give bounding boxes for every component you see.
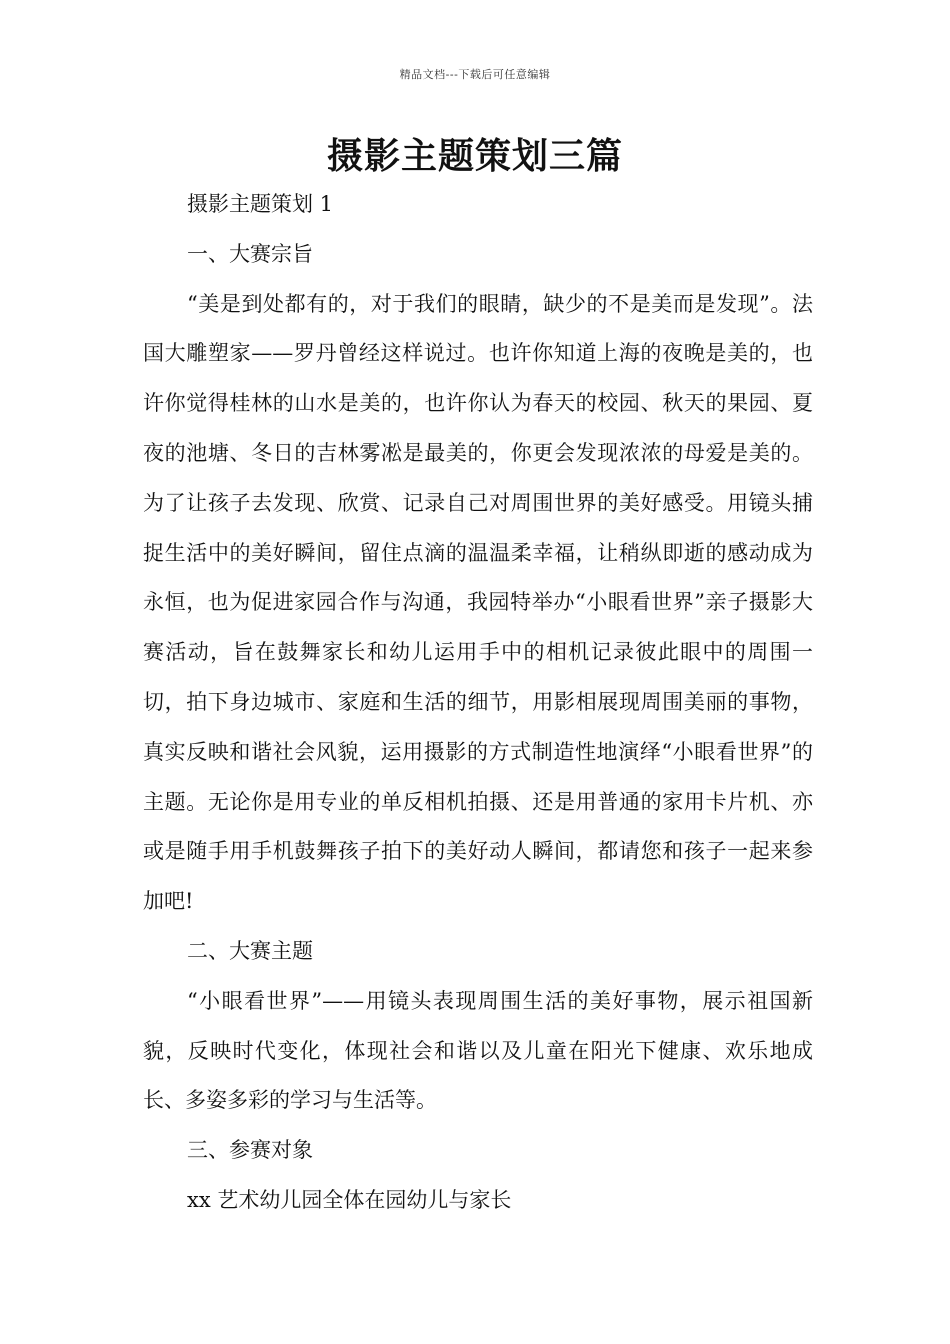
- section-paragraph-purpose: “美是到处都有的，对于我们的眼睛，缺少的不是美而是发现”。法国大雕塑家——罗丹曾经这样说过。也许你知道上海的夜晚是美的，也许你觉得桂林的山水是美的，也许你认为春天的校园、秋天的果园、夏夜的池塘、冬日的吉林雾凇是最美的，你更会发现浓浓的母爱是美的。为了让孩子去发现、欣赏、记录自己对周围世界的美好感受。用镜头捕捉生活中的美好瞬间，留住点滴的温温柔幸福，让稍纵即逝的感动成为永恒，也为促进家园合作与沟通，我园特举办“小眼看世界”亲子摄影大赛活动，旨在鼓舞家长和幼儿运用手中的相机记录彼此眼中的周围一切，拍下身边城市、家庭和生活的细节，用影相展现周围美丽的事物，真实反映和谐社会风貌，运用摄影的方式制造性地演绎“小眼看世界”的主题。无论你是用专业的单反相机拍摄、还是用普通的家用卡片机、亦或是随手用手机鼓舞孩子拍下的美好动人瞬间，都请您和孩子一起来参加吧!: [143, 291, 813, 914]
- section-heading-purpose: 一、大赛宗旨: [187, 241, 313, 266]
- header-note: 精品文档---下载后可任意编辑: [399, 68, 551, 81]
- section-paragraph-theme: “小眼看世界”——用镜头表现周围生活的美好事物，展示祖国新貌，反映时代变化，体现社会和谐以及儿童在阳光下健康、欢乐地成长、多姿多彩的学习与生活等。: [143, 988, 813, 1113]
- subtitle: 摄影主题策划 1: [187, 192, 334, 216]
- section-heading-participants: 三、参赛对象: [187, 1138, 313, 1163]
- document-body: [143, 180, 813, 1226]
- section-heading-theme: 二、大赛主题: [187, 938, 313, 963]
- document-title: 摄影主题策划三篇: [326, 136, 623, 177]
- section-paragraph-participants: xx 艺术幼儿园全体在园幼儿与家长: [187, 1187, 512, 1212]
